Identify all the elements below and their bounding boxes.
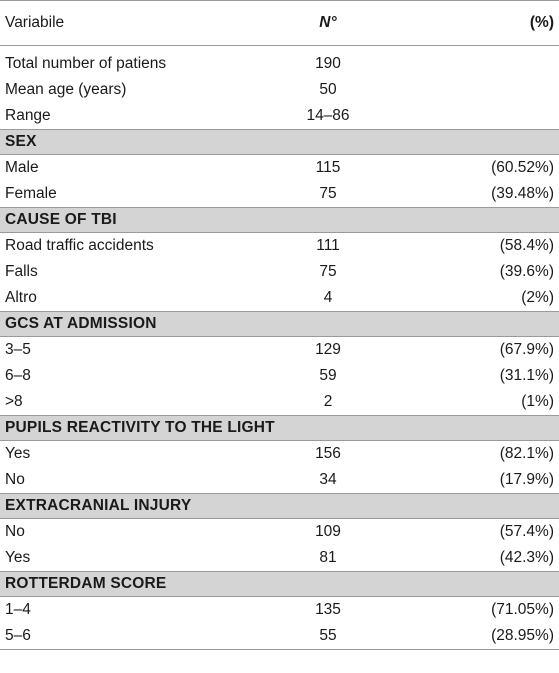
section-header-rotterdam bbox=[0, 571, 559, 597]
row-pct: (17.9%) bbox=[499, 471, 554, 488]
row-label: Total number of patiens bbox=[5, 55, 167, 72]
row-label: Mean age (years) bbox=[5, 81, 127, 98]
row-label: No bbox=[5, 523, 25, 540]
row-n: 135 bbox=[315, 601, 341, 618]
table-row bbox=[0, 441, 559, 467]
row-pct: (60.52%) bbox=[491, 159, 554, 176]
section-header-sex bbox=[0, 129, 559, 155]
row-n: 156 bbox=[315, 445, 341, 462]
row-label: No bbox=[5, 471, 25, 488]
row-pct: (57.4%) bbox=[499, 523, 554, 540]
row-label: Yes bbox=[5, 549, 31, 566]
section-title: CAUSE OF TBI bbox=[5, 211, 117, 228]
row-n: 59 bbox=[319, 367, 337, 384]
table-row bbox=[0, 181, 559, 207]
table-row bbox=[0, 337, 559, 363]
table-row bbox=[0, 77, 559, 103]
section-header-gcs bbox=[0, 311, 559, 337]
table-row bbox=[0, 259, 559, 285]
row-n: 109 bbox=[315, 523, 341, 540]
row-n: 55 bbox=[319, 627, 337, 644]
table-row bbox=[0, 155, 559, 181]
row-pct: (42.3%) bbox=[499, 549, 554, 566]
row-label: Altro bbox=[5, 289, 37, 306]
row-label: Female bbox=[5, 185, 57, 202]
table-row bbox=[0, 545, 559, 571]
row-pct: (71.05%) bbox=[491, 601, 554, 618]
section-title: EXTRACRANIAL INJURY bbox=[5, 497, 192, 514]
row-label: 1–4 bbox=[5, 601, 31, 618]
row-pct: (82.1%) bbox=[499, 445, 554, 462]
row-n: 75 bbox=[319, 185, 337, 202]
section-header-cause bbox=[0, 207, 559, 233]
row-n: 190 bbox=[315, 55, 341, 72]
row-label: Range bbox=[5, 107, 51, 124]
row-n: 2 bbox=[323, 393, 333, 410]
row-n: 75 bbox=[319, 263, 337, 280]
row-label: Falls bbox=[5, 263, 38, 280]
row-pct: (58.4%) bbox=[499, 237, 554, 254]
row-n: 111 bbox=[316, 237, 340, 254]
row-n: 129 bbox=[315, 341, 341, 358]
row-label: 5–6 bbox=[5, 627, 31, 644]
row-n: 50 bbox=[319, 81, 337, 98]
header-percent: (%) bbox=[529, 14, 554, 31]
table-row bbox=[0, 519, 559, 545]
row-pct: (28.95%) bbox=[491, 627, 554, 644]
row-pct: (2%) bbox=[521, 289, 554, 306]
row-n: 14–86 bbox=[306, 107, 350, 124]
row-n: 34 bbox=[319, 471, 337, 488]
section-title: SEX bbox=[5, 133, 37, 150]
section-header-pupils bbox=[0, 415, 559, 441]
row-n: 81 bbox=[319, 549, 337, 566]
table-row bbox=[0, 467, 559, 493]
table-row bbox=[0, 103, 559, 129]
table-row bbox=[0, 389, 559, 415]
section-title: PUPILS REACTIVITY TO THE LIGHT bbox=[5, 419, 275, 436]
header-variable: Variabile bbox=[5, 14, 65, 31]
row-label: Yes bbox=[5, 445, 31, 462]
section-header-extracranial bbox=[0, 493, 559, 519]
row-pct: (1%) bbox=[521, 393, 554, 410]
row-pct: (39.6%) bbox=[499, 263, 554, 280]
row-pct: (67.9%) bbox=[499, 341, 554, 358]
table-row bbox=[0, 285, 559, 311]
row-pct: (39.48%) bbox=[491, 185, 554, 202]
header-n: N° bbox=[319, 14, 337, 31]
section-title: GCS AT ADMISSION bbox=[5, 315, 157, 332]
table-row bbox=[0, 363, 559, 389]
row-label: Road traffic accidents bbox=[5, 237, 154, 254]
table-row bbox=[0, 597, 559, 623]
row-label: 3–5 bbox=[5, 341, 31, 358]
table-bottom-rule bbox=[0, 649, 559, 650]
table-row bbox=[0, 623, 559, 649]
table-row bbox=[0, 233, 559, 259]
table-row bbox=[0, 51, 559, 77]
row-label: >8 bbox=[5, 393, 23, 410]
row-n: 4 bbox=[323, 289, 333, 306]
row-n: 115 bbox=[315, 159, 341, 176]
row-label: Male bbox=[5, 159, 39, 176]
section-title: ROTTERDAM SCORE bbox=[5, 575, 167, 592]
row-pct: (31.1%) bbox=[499, 367, 554, 384]
table-header bbox=[0, 1, 559, 45]
row-label: 6–8 bbox=[5, 367, 31, 384]
